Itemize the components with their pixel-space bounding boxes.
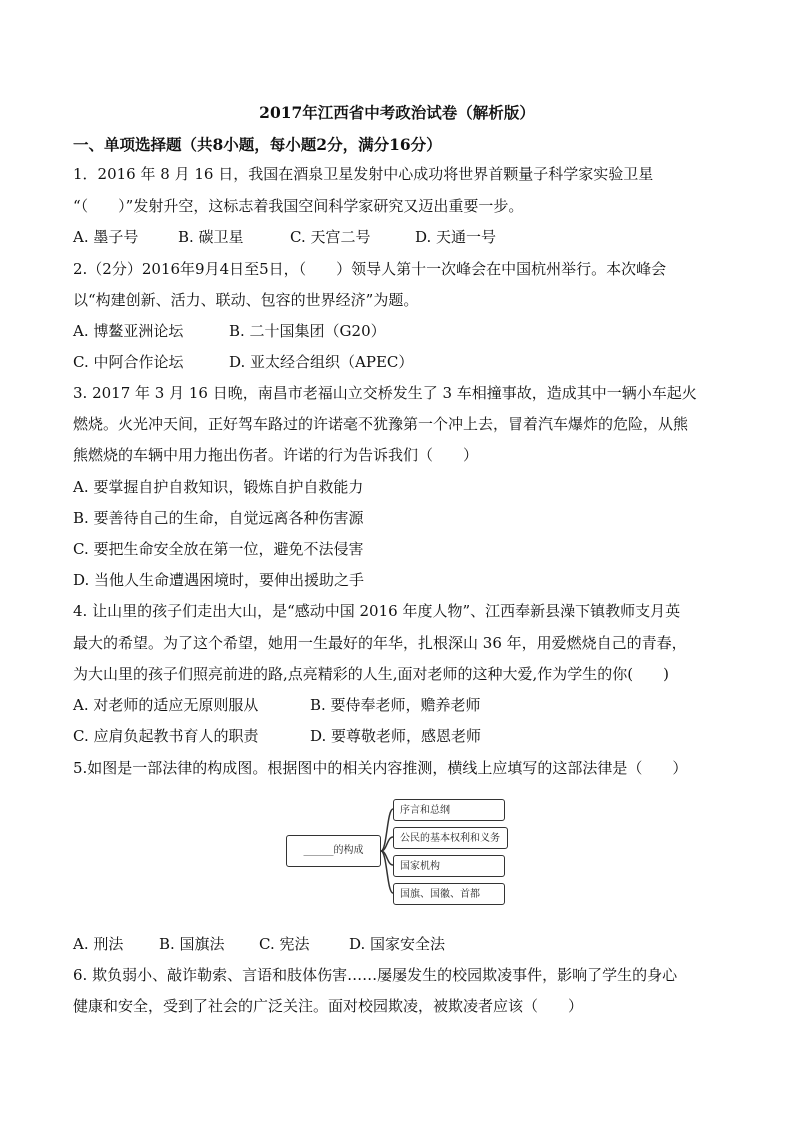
q2-option-c: C. 中阿合作论坛 (73, 353, 184, 371)
q4-line3: 为大山里的孩子们照亮前进的路,点亮精彩的人生,面对老师的这种大爱,作为学生的你( ) (73, 665, 670, 683)
diagram-item-preamble: 序言和总纲 (393, 799, 505, 821)
q2-option-d: D. 亚太经合组织（APEC） (229, 353, 414, 371)
q5-option-c: C. 宪法 (259, 935, 310, 953)
q3-option-a: A. 要掌握自护自救知识，锻炼自护自救能力 (73, 478, 364, 496)
q3-line1: 3. 2017 年 3 月 16 日晚，南昌市老福山立交桥发生了 3 车相撞事故，造成其中一辆小车起火 (73, 384, 697, 402)
q4-option-a: A. 对老师的适应无原则服从 (73, 696, 259, 714)
diagram-item-flag-emblem-capital: 国旗、国徽、首都 (393, 883, 505, 905)
q5-option-d: D. 国家安全法 (349, 935, 446, 953)
q4-option-d: D. 要尊敬老师，感恩老师 (310, 727, 482, 745)
page-title: 2017年江西省中考政治试卷（解析版） (259, 103, 535, 122)
q3-line2: 燃烧。火光冲天间，正好驾车路过的许诺毫不犹豫第一个冲上去，冒着汽车爆炸的危险，从熊 (73, 415, 689, 433)
q3-option-b: B. 要善待自己的生命，自觉远离各种伤害源 (73, 509, 364, 527)
q2-line1: 2.（2分）2016年9月4日至5日，（ ）领导人第十一次峰会在中国杭州举行。本次峰会 (73, 260, 667, 278)
q2-line2: 以“构建创新、活力、联动、包容的世界经济”为题。 (73, 291, 419, 309)
q4-option-c: C. 应肩负起教书育人的职责 (73, 727, 259, 745)
q5-option-a: A. 刑法 (73, 935, 124, 953)
q4-line1: 4. 让山里的孩子们走出大山，是“感动中国 2016 年度人物”、江西奉新县澡下镇教师支月英 (73, 602, 681, 620)
q1-line2: “（ ）”发射升空，这标志着我国空间科学家研究又迈出重要一步。 (73, 197, 524, 215)
q4-line2: 最大的希望。为了这个希望，她用一生最好的年华，扎根深山 36 年，用爱燃烧自己的青春， (73, 634, 687, 652)
section-heading: 一、单项选择题（共8小题，每小题2分，满分16分） (73, 135, 442, 154)
diagram-item-state-organs: 国家机构 (393, 855, 505, 877)
q3-line3: 熊燃烧的车辆中用力拖出伤者。许诺的行为告诉我们（ ） (73, 446, 479, 464)
q1-option-c: C. 天宫二号 (290, 228, 371, 246)
q2-options-row2 (73, 351, 413, 373)
q2-option-b: B. 二十国集团（G20） (229, 322, 386, 340)
q2-options-row1 (73, 320, 386, 342)
q4-option-b: B. 要侍奉老师，赡养老师 (310, 696, 481, 714)
q5-line1: 5.如图是一部法律的构成图。根据图中的相关内容推测，横线上应填写的这部法律是（ ） (73, 759, 688, 777)
law-structure-diagram (281, 795, 511, 920)
q6-line1: 6. 欺负弱小、敲诈勒索、言语和肢体伤害……屡屡发生的校园欺凌事件，影响了学生的身心 (73, 966, 678, 984)
q1-options (73, 226, 496, 248)
q4-options-row1 (73, 694, 481, 716)
q6-line2: 健康和安全，受到了社会的广泛关注。面对校园欺凌，被欺凌者应该（ ） (73, 997, 584, 1015)
q3-option-c: C. 要把生命安全放在第一位，避免不法侵害 (73, 540, 364, 558)
q1-line1: 1．2016 年 8 月 16 日，我国在酒泉卫星发射中心成功将世界首颗量子科学家实验卫星 (73, 165, 654, 183)
q3-option-d: D. 当他人生命遭遇困境时，要伸出援助之手 (73, 571, 365, 589)
q1-option-d: D. 天通一号 (415, 228, 497, 246)
q2-option-a: A. 博鳌亚洲论坛 (73, 322, 184, 340)
q1-option-b: B. 碳卫星 (178, 228, 244, 246)
q5-options (73, 933, 445, 955)
q1-option-a: A. 墨子号 (73, 228, 139, 246)
diagram-item-rights: 公民的基本权利和义务 (393, 827, 508, 849)
q5-option-b: B. 国旗法 (159, 935, 225, 953)
q4-options-row2 (73, 725, 481, 747)
diagram-main-box: ______的构成 (286, 835, 381, 867)
